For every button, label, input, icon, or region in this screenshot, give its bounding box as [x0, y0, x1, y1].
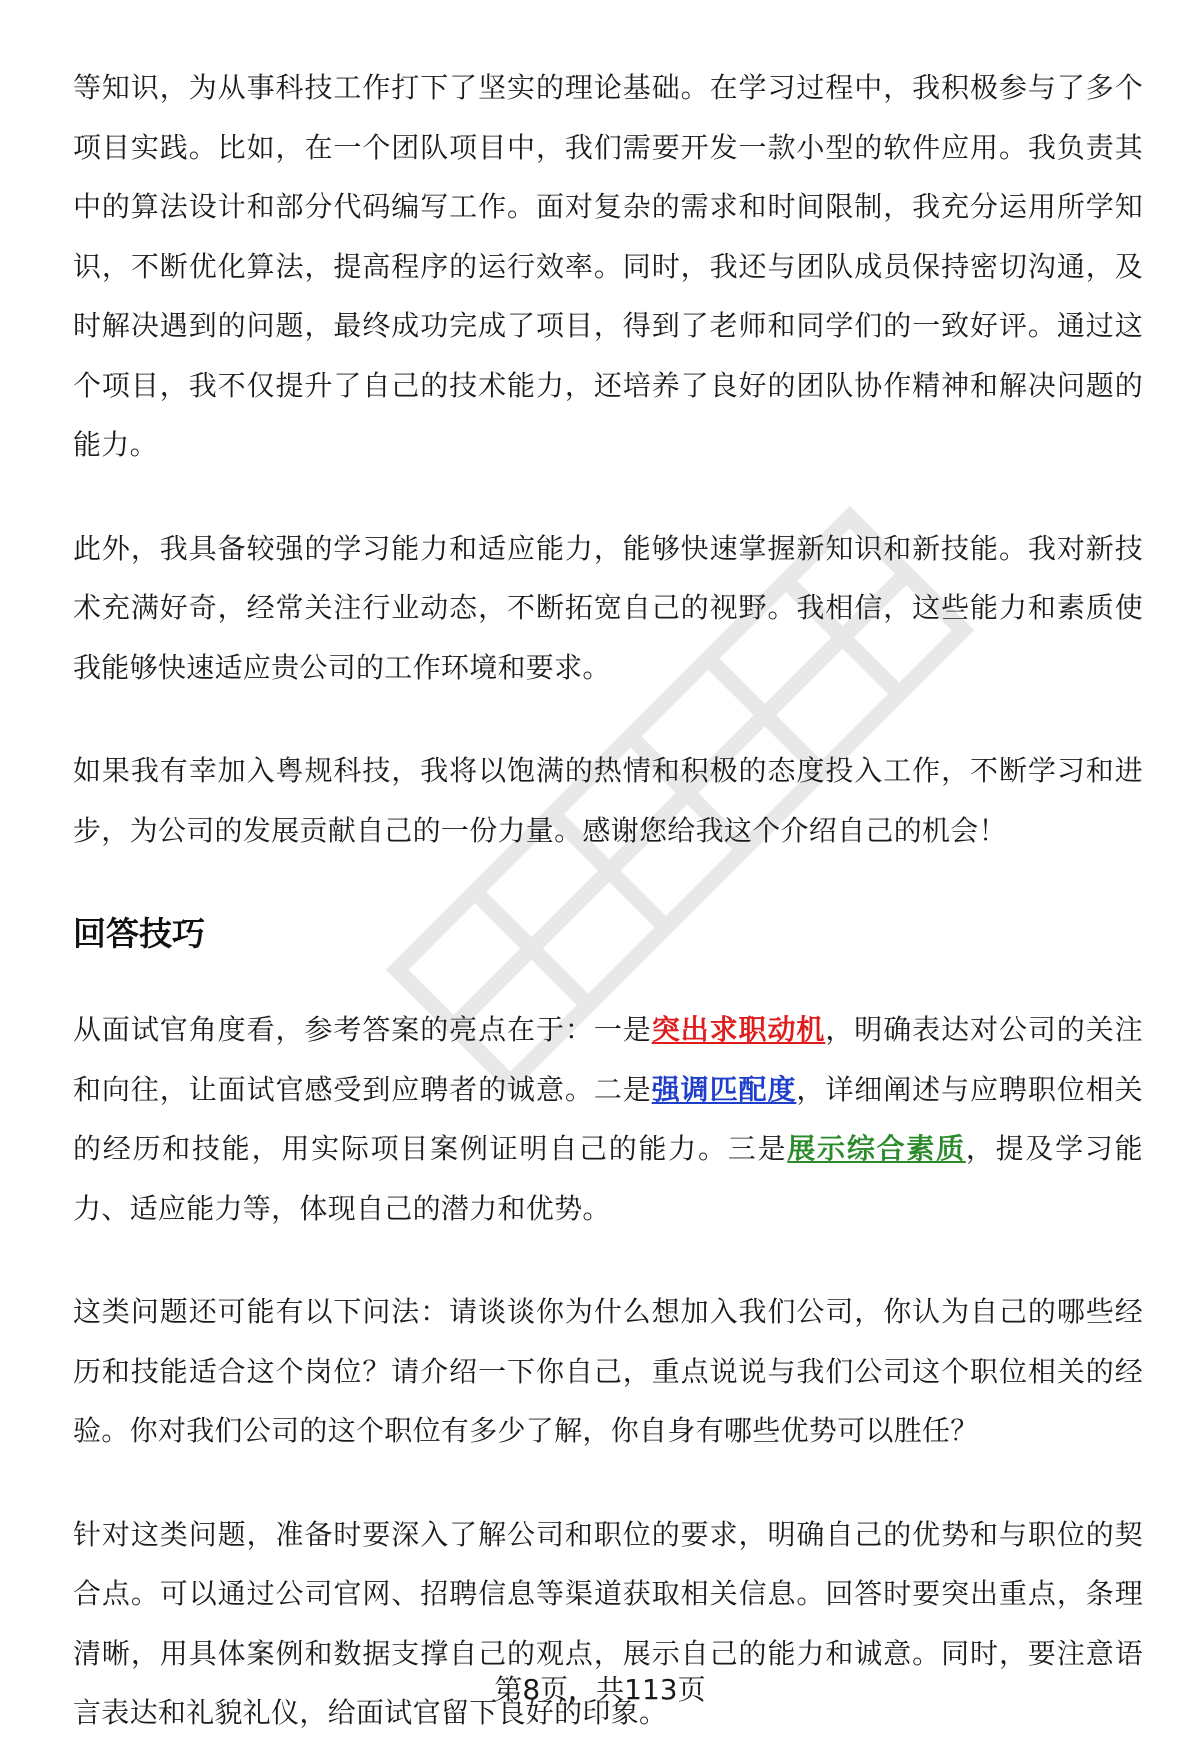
highlight-qualities: 展示综合素质: [787, 1132, 966, 1165]
tips-text-2: ，明确表达对公司的关注和向往，让面试官感受到应聘者的诚意。二是: [73, 1013, 1143, 1106]
paragraph-learning-ability: 此外，我具备较强的学习能力和适应能力，能够快速掌握新知识和新技能。我对新技术充满好奇，经常关注行业动态，不断拓宽自己的视野。我相信，这些能力和素质使我能够快速适应贵公司的工作环境和要求。: [73, 531, 1143, 684]
section-title: 回答技巧: [73, 914, 205, 953]
tips-text-4: ，提及学习能力、适应能力等，体现自己的潜力和优势。: [73, 1132, 1143, 1225]
paragraph-education-project: 等知识，为从事科技工作打下了坚实的理论基础。在学习过程中，我积极参与了多个项目实践。比如，在一个团队项目中，我们需要开发一款小型的软件应用。我负责其中的算法设计和部分代码编写工作。面对复杂的需求和时间限制，我充分运用所学知识，不断优化算法，提高程序的运行效率。同时，我还与团队成员保持密切沟通，及时解决遇到的问题，最终成功完成了项目，得到了老师和同学们的一致好评。通过这个项目，我不仅提升了自己的技术能力，还培养了良好的团队协作精神和解决问题的能力。: [73, 71, 1143, 461]
paragraph-preparation-advice: 针对这类问题，准备时要深入了解公司和职位的要求，明确自己的优势和与职位的契合点。可以通过公司官网、招聘信息等渠道获取相关信息。回答时要突出重点，条理清晰，用具体案例和数据支撑自己的观点，展示自己的能力和诚意。同时，要注意语言表达和礼貌礼仪，给面试官留下良好的印象。: [73, 1517, 1143, 1729]
highlight-match: 强调匹配度: [651, 1072, 797, 1106]
paragraph-answer-highlights: [73, 1000, 1143, 1238]
document-page: [73, 58, 1143, 1743]
page-number-footer: 第8页，共113页: [494, 1673, 706, 1706]
highlight-motivation: 突出求职动机: [651, 1013, 826, 1046]
paragraph-closing: 如果我有幸加入粤规科技，我将以饱满的热情和积极的态度投入工作，不断学习和进步，为公司的发展贡献自己的一份力量。感谢您给我这个介绍自己的机会！: [73, 754, 1143, 847]
tips-text-3: ，详细阐述与应聘职位相关的经历和技能，用实际项目案例证明自己的能力。三是: [73, 1072, 1143, 1165]
tips-text-1: 从面试官角度看，参考答案的亮点在于：一是: [73, 1013, 652, 1046]
paragraph-alternative-questions: 这类问题还可能有以下问法：请谈谈你为什么想加入我们公司，你认为自己的哪些经历和技能适合这个岗位？请介绍一下你自己，重点说说与我们公司这个职位相关的经验。你对我们公司的这个职位有多少了解，你自身有哪些优势可以胜任？: [73, 1295, 1143, 1447]
